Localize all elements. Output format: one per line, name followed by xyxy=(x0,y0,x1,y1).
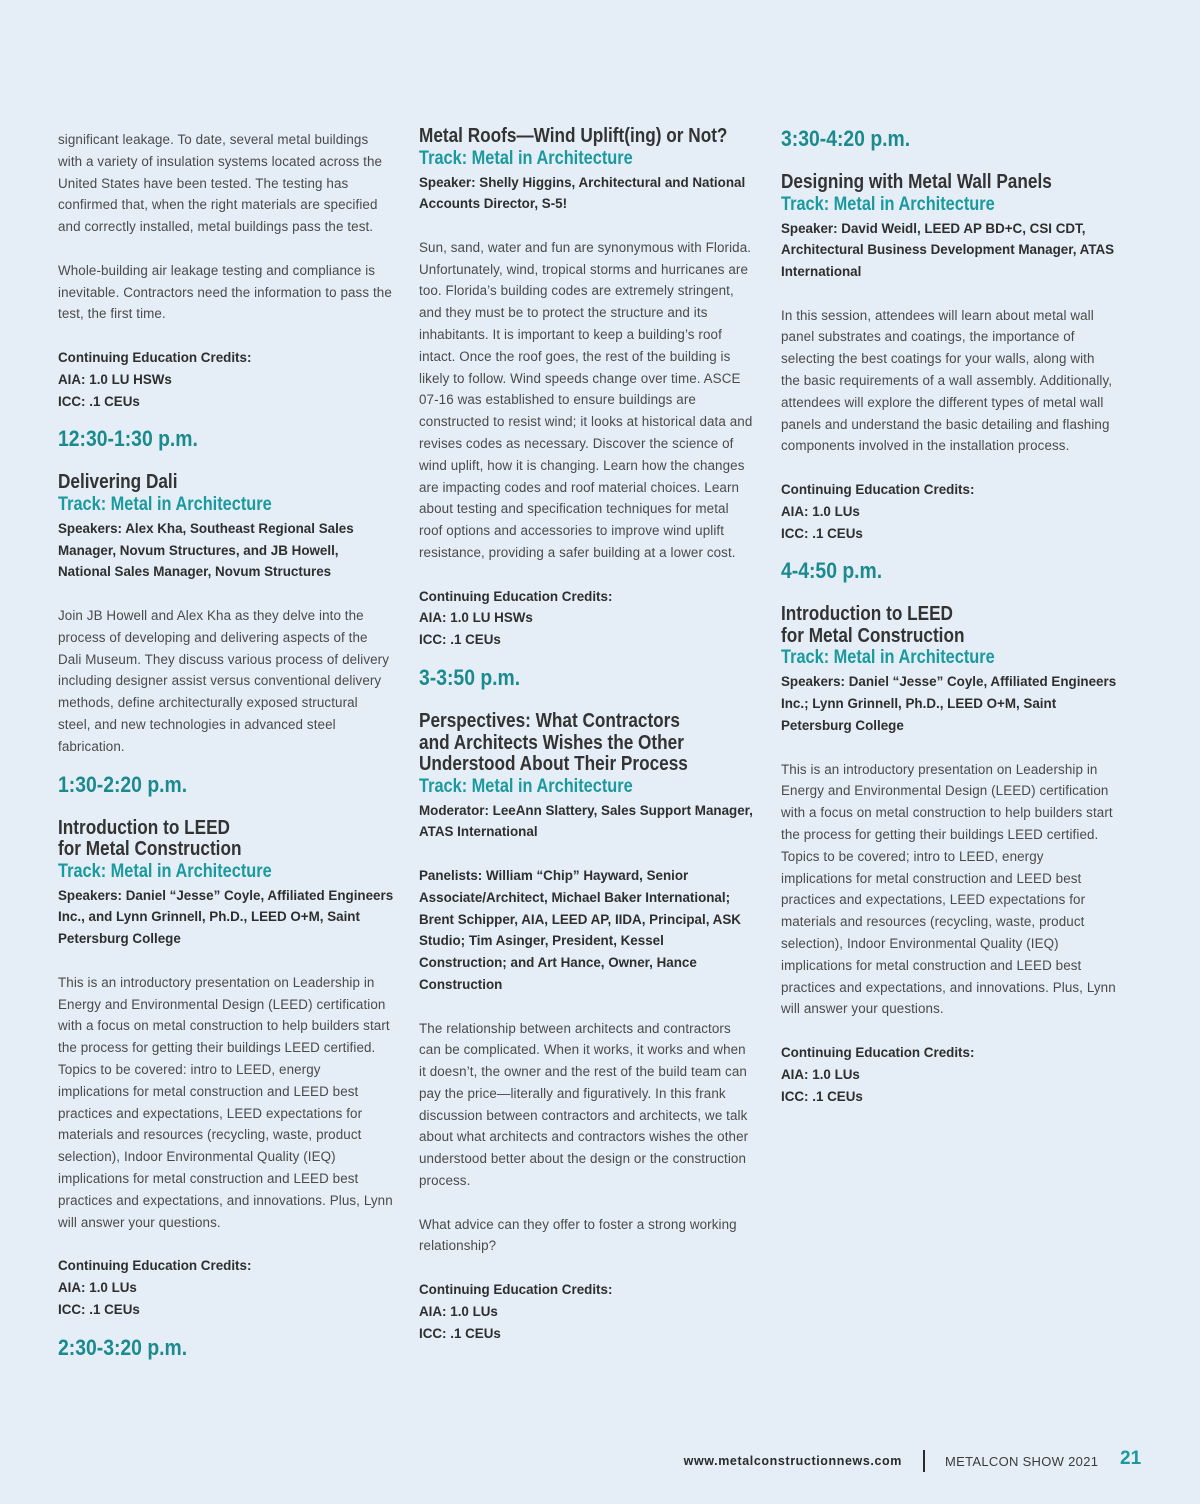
session-time: 4-4:50 p.m. xyxy=(781,558,883,584)
session-title: Delivering Dali xyxy=(58,471,178,494)
session-time: 3-3:50 p.m. xyxy=(419,665,521,691)
session-speakers: Speaker: David Weidl, LEED AP BD+C, CSI CDT, Architectural Business Development Manager, ATAS International xyxy=(781,220,1115,280)
session-description: Sun, sand, water and fun are synonymous with Florida. Unfortunately, wind, tropical storms and hurricanes are too. Florida’s building codes are extremely stringent, and they must be to protect the structure and its inhabitants. It is important to keep a building’s roof intact. Once the roof goes, the rest of the building is likely to follow. Wind speeds change over time. ASCE 07-16 was established to ensure buildings are constructed to resist wind; it looks at historical data and revises codes as necessary. Discover the science of wind uplift, how it is changing. Learn how the changes are impacting codes and roof material choices. Learn about testing and specification techniques for metal roof options and accessories to improve wind uplift resistance, providing a safer building at a lower cost. xyxy=(419,239,753,561)
credits-heading: Continuing Education Credits: xyxy=(58,349,252,365)
session-track: Track: Metal in Architecture xyxy=(419,775,633,797)
session-track: Track: Metal in Architecture xyxy=(419,147,633,169)
column-2 xyxy=(419,126,755,1344)
credits-icc: ICC: .1 CEUs xyxy=(419,1325,501,1341)
credits-heading: Continuing Education Credits: xyxy=(781,482,975,498)
session-title-line-2: and Architects Wishes the Other xyxy=(419,731,684,754)
credits-heading: Continuing Education Credits: xyxy=(58,1258,252,1274)
session-track: Track: Metal in Architecture xyxy=(58,860,272,882)
credits-icc: ICC: .1 CEUs xyxy=(419,632,501,648)
session-track: Track: Metal in Architecture xyxy=(781,193,995,215)
session-title-line-1: Introduction to LEED xyxy=(58,816,230,839)
session-title-line-1: Introduction to LEED xyxy=(781,603,953,626)
footer-divider xyxy=(923,1450,925,1472)
credits-icc: ICC: .1 CEUs xyxy=(781,525,863,541)
credits-aia: AIA: 1.0 LU HSWs xyxy=(419,610,533,626)
credits-aia: AIA: 1.0 LUs xyxy=(781,503,860,519)
session-description: Join JB Howell and Alex Kha as they delve into the process of developing and delivering aspects of the Dali Museum. They discuss various process of delivery including designer assist versus conventional delivery methods, define architecturally exposed structural steel, and new technologies in advanced steel fabrication. xyxy=(58,608,390,754)
footer-publication-name: METALCON SHOW 2021 xyxy=(945,1454,1099,1469)
credits-block xyxy=(419,586,755,651)
session-description-2: What advice can they offer to foster a strong working relationship? xyxy=(419,1216,737,1254)
session-description: In this session, attendees will learn about metal wall panel substrates and coatings, the importance of selecting the best coatings for your walls, along with the basic requirements of a wall assembly. Additionally, attendees will explore the different types of metal wall panels and understand the basic detailing and flashing components involved in the installation process. xyxy=(781,307,1113,454)
credits-aia: AIA: 1.0 LUs xyxy=(781,1066,860,1082)
credits-aia: AIA: 1.0 LUs xyxy=(58,1279,137,1295)
credits-heading: Continuing Education Credits: xyxy=(781,1045,975,1060)
session-track: Track: Metal in Architecture xyxy=(781,647,995,669)
session-time: 12:30-1:30 p.m. xyxy=(58,426,198,452)
page-number: 21 xyxy=(1120,1448,1142,1469)
credits-block xyxy=(781,479,1117,544)
session-description: This is an introductory presentation on Leadership in Energy and Environmental Design (LEED) certification with a focus on metal construction to help builders start the process for getting their buildings LEED certified. Topics to be covered: intro to LEED, energy implications for metal construction and LEED best practices and expectations, LEED expectations for materials and resources (recycling, waste, product selection), Indoor Environmental Quality (IEQ) implications for metal construction and LEED best practices and expectations, and innovations. Plus, Lynn will answer your questions. xyxy=(58,974,393,1230)
session-description: The relationship between architects and contractors can be complicated. When it works, it works and when it doesn’t, the owner and the rest of the build team can pay the price—literally and figuratively. In this frank discussion between contractors and architects, we talk about what architects and contractors wishes the other understood better about the design or the construction process. xyxy=(419,1020,749,1189)
session-panelists: Panelists: William “Chip” Hayward, Senior Associate/Architect, Michael Baker International; Brent Schipper, AIA, LEED AP, IIDA, Principal, ASK Studio; Tim Asinger, President, Kessel Construction; and Art Hance, Owner, Hance Construction xyxy=(419,867,741,992)
session-speakers: Speakers: Daniel “Jesse” Coyle, Affiliated Engineers Inc.; Lynn Grinnell, Ph.D., LEED O+M, Saint Petersburg College xyxy=(781,674,1117,734)
intro-paragraph-2: Whole-building air leakage testing and compliance is inevitable. Contractors need the information to pass the test, the first time. xyxy=(58,262,392,322)
credits-block xyxy=(781,1042,1117,1107)
session-title-line-3: Understood About Their Process xyxy=(419,753,688,776)
credits-aia: AIA: 1.0 LU HSWs xyxy=(58,371,172,387)
intro-paragraph: significant leakage. To date, several metal buildings with a variety of insulation systems located across the United States have been tested. The testing has confirmed that, when the right materials are specified and correctly installed, metal buildings pass the test. xyxy=(58,132,383,235)
session-speakers: Speakers: Alex Kha, Southeast Regional Sales Manager, Novum Structures, and JB Howell, National Sales Manager, Novum Structures xyxy=(58,520,354,580)
session-time: 2:30-3:20 p.m. xyxy=(58,1334,188,1360)
credits-aia: AIA: 1.0 LUs xyxy=(419,1303,498,1319)
session-time: 3:30-4:20 p.m. xyxy=(781,126,911,151)
session-speakers: Speakers: Daniel “Jesse” Coyle, Affiliated Engineers Inc., and Lynn Grinnell, Ph.D., LEED O+M, Saint Petersburg College xyxy=(58,887,394,947)
session-time: 1:30-2:20 p.m. xyxy=(58,771,188,797)
session-title: Metal Roofs—Wind Uplift(ing) or Not? xyxy=(419,125,728,147)
session-title: Designing with Metal Wall Panels xyxy=(781,171,1052,193)
credits-block xyxy=(419,1279,755,1344)
page-footer xyxy=(0,1448,1200,1478)
session-speakers: Speaker: Shelly Higgins, Architectural and National Accounts Director, S-5! xyxy=(419,174,746,212)
session-title-line-2: for Metal Construction xyxy=(58,838,242,861)
session-track: Track: Metal in Architecture xyxy=(58,493,272,515)
session-moderator: Moderator: LeeAnn Slattery, Sales Support Manager, ATAS International xyxy=(419,802,753,840)
credits-icc: ICC: .1 CEUs xyxy=(58,393,140,409)
credits-block xyxy=(58,1255,394,1320)
session-description: This is an introductory presentation on Leadership in Energy and Environmental Design (LEED) certification with a focus on metal construction to help builders start the process for getting their buildings LEED certified. Topics to be covered; intro to LEED, energy implications for metal construction and LEED best practices and expectations, LEED expectations for materials and resources (recycling, waste, product selection), Indoor Environmental Quality (IEQ) implications for metal construction and LEED best practices and expectations, and innovations. Plus, Lynn will answer your questions. xyxy=(781,761,1116,1017)
credits-icc: ICC: .1 CEUs xyxy=(781,1088,863,1104)
credits-icc: ICC: .1 CEUs xyxy=(58,1301,140,1317)
session-title-line-2: for Metal Construction xyxy=(781,624,965,647)
credits-heading: Continuing Education Credits: xyxy=(419,588,613,604)
session-title-line-1: Perspectives: What Contractors xyxy=(419,710,680,733)
credits-block xyxy=(58,347,394,412)
footer-website-link[interactable]: www.metalconstructionnews.com xyxy=(683,1454,902,1468)
column-1 xyxy=(58,126,394,1381)
column-3 xyxy=(781,126,1117,1107)
credits-heading: Continuing Education Credits: xyxy=(419,1282,613,1298)
